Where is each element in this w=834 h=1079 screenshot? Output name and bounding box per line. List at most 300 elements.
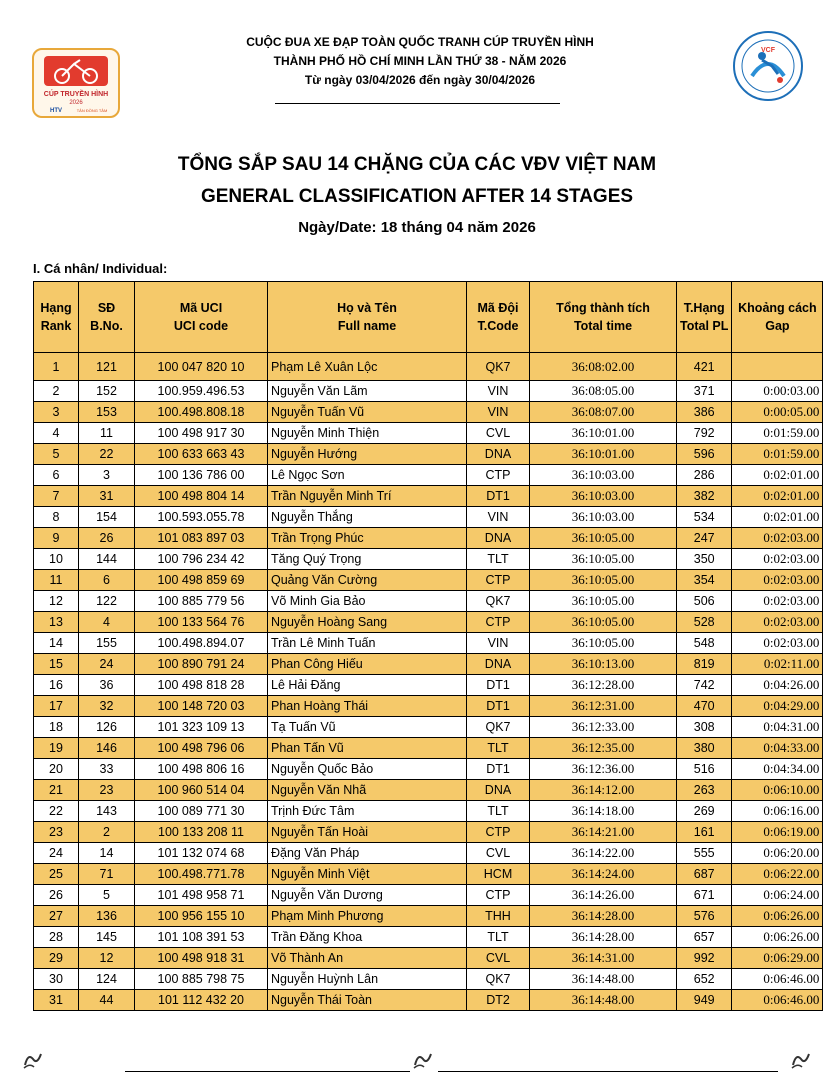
rider-name-cell: Tạ Tuấn Vũ — [268, 717, 467, 738]
rank-cell: 23 — [34, 822, 79, 843]
rider-name-cell: Nguyễn Thái Toàn — [268, 990, 467, 1011]
total-pl-cell: 386 — [677, 402, 732, 423]
gap-cell: 0:06:10.00 — [732, 780, 823, 801]
total-pl-cell: 470 — [677, 696, 732, 717]
team-code-cell: VIN — [467, 507, 530, 528]
team-code-cell: CTP — [467, 612, 530, 633]
rider-name-cell: Phan Tấn Vũ — [268, 738, 467, 759]
rider-name-cell: Nguyễn Tấn Hoài — [268, 822, 467, 843]
team-code-cell: CVL — [467, 423, 530, 444]
total-time-cell: 36:10:05.00 — [530, 591, 677, 612]
col-bib: SĐ B.No. — [79, 282, 135, 353]
total-time-cell: 36:14:21.00 — [530, 822, 677, 843]
gap-cell: 0:06:19.00 — [732, 822, 823, 843]
total-pl-cell: 161 — [677, 822, 732, 843]
gap-cell: 0:02:03.00 — [732, 612, 823, 633]
col-uci-code: Mã UCI UCI code — [135, 282, 268, 353]
table-row — [34, 444, 823, 465]
table-row — [34, 759, 823, 780]
total-time-cell: 36:10:05.00 — [530, 549, 677, 570]
total-pl-cell: 792 — [677, 423, 732, 444]
rank-cell: 21 — [34, 780, 79, 801]
footer-mark-center-icon — [412, 1049, 434, 1071]
uci-code-cell: 100.959.496.53 — [135, 381, 268, 402]
total-pl-cell: 949 — [677, 990, 732, 1011]
team-code-cell: HCM — [467, 864, 530, 885]
rider-name-cell: Nguyễn Minh Thiện — [268, 423, 467, 444]
uci-code-cell: 101 498 958 71 — [135, 885, 268, 906]
vcf-logo — [732, 30, 804, 102]
rank-cell: 3 — [34, 402, 79, 423]
team-code-cell: CTP — [467, 570, 530, 591]
rider-name-cell: Phan Công Hiếu — [268, 654, 467, 675]
total-pl-cell: 516 — [677, 759, 732, 780]
rank-cell: 12 — [34, 591, 79, 612]
bib-cell: 121 — [79, 353, 135, 381]
bib-cell: 36 — [79, 675, 135, 696]
gap-cell: 0:00:05.00 — [732, 402, 823, 423]
table-row — [34, 633, 823, 654]
team-code-cell: QK7 — [467, 969, 530, 990]
rider-name-cell: Nguyễn Hướng — [268, 444, 467, 465]
gap-cell: 0:02:03.00 — [732, 633, 823, 654]
total-time-cell: 36:14:12.00 — [530, 780, 677, 801]
gap-cell: 0:01:59.00 — [732, 444, 823, 465]
total-pl-cell: 652 — [677, 969, 732, 990]
total-time-cell: 36:14:26.00 — [530, 885, 677, 906]
total-time-cell: 36:12:31.00 — [530, 696, 677, 717]
rider-name-cell: Võ Thành An — [268, 948, 467, 969]
total-time-cell: 36:10:01.00 — [530, 423, 677, 444]
rank-cell: 7 — [34, 486, 79, 507]
col-total-time: Tổng thành tích Total time — [530, 282, 677, 353]
total-pl-cell: 354 — [677, 570, 732, 591]
uci-code-cell: 100.593.055.78 — [135, 507, 268, 528]
total-pl-cell: 671 — [677, 885, 732, 906]
bib-cell: 152 — [79, 381, 135, 402]
team-code-cell: DT1 — [467, 675, 530, 696]
table-row — [34, 486, 823, 507]
rank-cell: 26 — [34, 885, 79, 906]
total-pl-cell: 548 — [677, 633, 732, 654]
team-code-cell: DNA — [467, 654, 530, 675]
team-code-cell: QK7 — [467, 591, 530, 612]
total-time-cell: 36:14:28.00 — [530, 927, 677, 948]
total-time-cell: 36:10:03.00 — [530, 486, 677, 507]
gap-cell: 0:06:29.00 — [732, 948, 823, 969]
uci-code-cell: 100 498 917 30 — [135, 423, 268, 444]
team-code-cell: TLT — [467, 738, 530, 759]
team-code-cell: DT1 — [467, 759, 530, 780]
bib-cell: 122 — [79, 591, 135, 612]
uci-code-cell: 100 133 564 76 — [135, 612, 268, 633]
gap-cell: 0:02:03.00 — [732, 528, 823, 549]
table-row — [34, 948, 823, 969]
team-code-cell: CVL — [467, 843, 530, 864]
bib-cell: 155 — [79, 633, 135, 654]
table-row — [34, 570, 823, 591]
table-row — [34, 969, 823, 990]
table-row — [34, 353, 823, 381]
rider-name-cell: Phạm Lê Xuân Lộc — [268, 353, 467, 381]
gap-cell: 0:06:26.00 — [732, 927, 823, 948]
total-pl-cell: 596 — [677, 444, 732, 465]
total-pl-cell: 992 — [677, 948, 732, 969]
classification-table — [33, 281, 823, 1011]
uci-code-cell: 101 108 391 53 — [135, 927, 268, 948]
footer-line-left — [125, 1071, 410, 1072]
gap-cell: 0:04:34.00 — [732, 759, 823, 780]
rank-cell: 15 — [34, 654, 79, 675]
rank-cell: 28 — [34, 927, 79, 948]
table-row — [34, 696, 823, 717]
rank-cell: 16 — [34, 675, 79, 696]
total-time-cell: 36:10:05.00 — [530, 570, 677, 591]
bib-cell: 144 — [79, 549, 135, 570]
team-code-cell: QK7 — [467, 717, 530, 738]
table-row — [34, 507, 823, 528]
rider-name-cell: Tăng Quý Trọng — [268, 549, 467, 570]
event-title-line1: CUỘC ĐUA XE ĐẠP TOÀN QUỐC TRANH CÚP TRUYỀN HÌNH — [246, 35, 594, 49]
table-row — [34, 591, 823, 612]
rider-name-cell: Nguyễn Quốc Bảo — [268, 759, 467, 780]
team-code-cell: CTP — [467, 822, 530, 843]
bib-cell: 44 — [79, 990, 135, 1011]
table-row — [34, 990, 823, 1011]
team-code-cell: DT1 — [467, 486, 530, 507]
team-code-cell: TLT — [467, 801, 530, 822]
total-time-cell: 36:10:03.00 — [530, 507, 677, 528]
rider-name-cell: Nguyễn Minh Việt — [268, 864, 467, 885]
uci-code-cell: 100 498 796 06 — [135, 738, 268, 759]
uci-code-cell: 100 956 155 10 — [135, 906, 268, 927]
total-pl-cell: 350 — [677, 549, 732, 570]
team-code-cell: VIN — [467, 402, 530, 423]
team-code-cell: CVL — [467, 948, 530, 969]
bib-cell: 33 — [79, 759, 135, 780]
total-pl-cell: 819 — [677, 654, 732, 675]
total-pl-cell: 286 — [677, 465, 732, 486]
bib-cell: 136 — [79, 906, 135, 927]
team-code-cell: TLT — [467, 549, 530, 570]
bib-cell: 6 — [79, 570, 135, 591]
uci-code-cell: 101 132 074 68 — [135, 843, 268, 864]
gap-cell: 0:02:03.00 — [732, 570, 823, 591]
total-time-cell: 36:12:33.00 — [530, 717, 677, 738]
table-row — [34, 885, 823, 906]
vcf-emblem-icon — [732, 30, 804, 102]
bib-cell: 124 — [79, 969, 135, 990]
table-row — [34, 654, 823, 675]
rank-cell: 17 — [34, 696, 79, 717]
total-pl-cell: 528 — [677, 612, 732, 633]
total-time-cell: 36:10:13.00 — [530, 654, 677, 675]
total-time-cell: 36:10:03.00 — [530, 465, 677, 486]
title-english: GENERAL CLASSIFICATION AFTER 14 STAGES — [200, 186, 634, 207]
total-pl-cell: 742 — [677, 675, 732, 696]
rank-cell: 31 — [34, 990, 79, 1011]
bib-cell: 154 — [79, 507, 135, 528]
col-gap: Khoảng cách Gap — [732, 282, 823, 353]
bib-cell: 31 — [79, 486, 135, 507]
rider-name-cell: Đặng Văn Pháp — [268, 843, 467, 864]
rank-cell: 2 — [34, 381, 79, 402]
rank-cell: 5 — [34, 444, 79, 465]
table-row — [34, 906, 823, 927]
total-time-cell: 36:08:05.00 — [530, 381, 677, 402]
uci-code-cell: 100 089 771 30 — [135, 801, 268, 822]
uci-code-cell: 101 083 897 03 — [135, 528, 268, 549]
uci-code-cell: 100 047 820 10 — [135, 353, 268, 381]
event-header-text — [140, 33, 700, 90]
team-code-cell: CTP — [467, 465, 530, 486]
team-code-cell: DNA — [467, 528, 530, 549]
gap-cell: 0:06:22.00 — [732, 864, 823, 885]
total-pl-cell: 506 — [677, 591, 732, 612]
total-pl-cell: 247 — [677, 528, 732, 549]
uci-code-cell: 100 148 720 03 — [135, 696, 268, 717]
team-code-cell: QK7 — [467, 353, 530, 381]
logo-left-year: 2026 — [69, 100, 83, 106]
rank-cell: 27 — [34, 906, 79, 927]
total-time-cell: 36:14:18.00 — [530, 801, 677, 822]
total-time-cell: 36:08:07.00 — [530, 402, 677, 423]
tv-cup-logo — [32, 48, 120, 118]
rider-name-cell: Nguyễn Tuấn Vũ — [268, 402, 467, 423]
footer-mark-right-icon — [790, 1049, 812, 1071]
total-time-cell: 36:10:01.00 — [530, 444, 677, 465]
rider-name-cell: Trần Trọng Phúc — [268, 528, 467, 549]
page-header — [0, 0, 834, 114]
event-dates: Từ ngày 03/04/2026 đến ngày 30/04/2026 — [304, 73, 536, 87]
footer-line-right — [438, 1071, 778, 1072]
rank-cell: 13 — [34, 612, 79, 633]
rank-cell: 25 — [34, 864, 79, 885]
uci-code-cell: 100 498 804 14 — [135, 486, 268, 507]
rider-name-cell: Lê Hải Đăng — [268, 675, 467, 696]
total-time-cell: 36:14:22.00 — [530, 843, 677, 864]
rider-name-cell: Nguyễn Hoàng Sang — [268, 612, 467, 633]
gap-cell: 0:06:46.00 — [732, 990, 823, 1011]
gap-cell: 0:04:31.00 — [732, 717, 823, 738]
uci-code-cell: 100 136 786 00 — [135, 465, 268, 486]
rank-cell: 11 — [34, 570, 79, 591]
table-row — [34, 780, 823, 801]
total-pl-cell: 576 — [677, 906, 732, 927]
col-total-pl: T.Hạng Total PL — [677, 282, 732, 353]
rank-cell: 24 — [34, 843, 79, 864]
logo-left-sponsor-htv: HTV — [50, 108, 62, 114]
gap-cell: 0:06:46.00 — [732, 969, 823, 990]
rider-name-cell: Nguyễn Văn Nhã — [268, 780, 467, 801]
bib-cell: 11 — [79, 423, 135, 444]
uci-code-cell: 101 112 432 20 — [135, 990, 268, 1011]
document-titles — [0, 150, 834, 242]
bib-cell: 5 — [79, 885, 135, 906]
rider-name-cell: Nguyễn Văn Lãm — [268, 381, 467, 402]
rider-name-cell: Trịnh Đức Tâm — [268, 801, 467, 822]
rank-cell: 29 — [34, 948, 79, 969]
col-full-name: Họ và Tên Full name — [268, 282, 467, 353]
cyclist-logo-icon — [34, 50, 118, 116]
bib-cell: 153 — [79, 402, 135, 423]
team-code-cell: DNA — [467, 780, 530, 801]
bib-cell: 4 — [79, 612, 135, 633]
page-footer — [0, 1045, 834, 1079]
gap-cell: 0:06:26.00 — [732, 906, 823, 927]
bib-cell: 3 — [79, 465, 135, 486]
rank-cell: 1 — [34, 353, 79, 381]
gap-cell: 0:01:59.00 — [732, 423, 823, 444]
rank-cell: 8 — [34, 507, 79, 528]
uci-code-cell: 100.498.808.18 — [135, 402, 268, 423]
rider-name-cell: Trần Đăng Khoa — [268, 927, 467, 948]
uci-code-cell: 100 498 859 69 — [135, 570, 268, 591]
uci-code-cell: 100 960 514 04 — [135, 780, 268, 801]
table-row — [34, 801, 823, 822]
gap-cell: 0:00:03.00 — [732, 381, 823, 402]
total-pl-cell: 382 — [677, 486, 732, 507]
uci-code-cell: 100 498 918 31 — [135, 948, 268, 969]
title-vietnamese: TỔNG SẮP SAU 14 CHẶNG CỦA CÁC VĐV VIỆT NAM — [177, 154, 657, 175]
total-time-cell: 36:10:05.00 — [530, 528, 677, 549]
table-row — [34, 402, 823, 423]
total-pl-cell: 534 — [677, 507, 732, 528]
team-code-cell: DT1 — [467, 696, 530, 717]
uci-code-cell: 100.498.771.78 — [135, 864, 268, 885]
table-row — [34, 717, 823, 738]
bib-cell: 22 — [79, 444, 135, 465]
team-code-cell: CTP — [467, 885, 530, 906]
table-row — [34, 528, 823, 549]
rider-name-cell: Lê Ngọc Sơn — [268, 465, 467, 486]
col-rank: Hạng Rank — [34, 282, 79, 353]
total-pl-cell: 308 — [677, 717, 732, 738]
team-code-cell: THH — [467, 906, 530, 927]
classification-date: Ngày/Date: 18 tháng 04 năm 2026 — [298, 219, 536, 236]
gap-cell — [732, 353, 823, 381]
table-row — [34, 423, 823, 444]
rider-name-cell: Phạm Minh Phương — [268, 906, 467, 927]
rank-cell: 4 — [34, 423, 79, 444]
rank-cell: 9 — [34, 528, 79, 549]
team-code-cell: TLT — [467, 927, 530, 948]
rank-cell: 6 — [34, 465, 79, 486]
bib-cell: 71 — [79, 864, 135, 885]
bib-cell: 2 — [79, 822, 135, 843]
total-pl-cell: 263 — [677, 780, 732, 801]
bib-cell: 146 — [79, 738, 135, 759]
rider-name-cell: Quảng Văn Cường — [268, 570, 467, 591]
uci-code-cell: 100 498 806 16 — [135, 759, 268, 780]
total-pl-cell: 657 — [677, 927, 732, 948]
uci-code-cell: 100 885 798 75 — [135, 969, 268, 990]
logo-right-text: VCF — [761, 47, 775, 54]
total-time-cell: 36:12:36.00 — [530, 759, 677, 780]
table-row — [34, 738, 823, 759]
team-code-cell: VIN — [467, 633, 530, 654]
total-time-cell: 36:12:35.00 — [530, 738, 677, 759]
total-time-cell: 36:12:28.00 — [530, 675, 677, 696]
header-divider — [275, 103, 560, 104]
total-time-cell: 36:10:05.00 — [530, 612, 677, 633]
gap-cell: 0:02:11.00 — [732, 654, 823, 675]
total-time-cell: 36:14:48.00 — [530, 969, 677, 990]
total-time-cell: 36:14:24.00 — [530, 864, 677, 885]
rider-name-cell: Phan Hoàng Thái — [268, 696, 467, 717]
team-code-cell: VIN — [467, 381, 530, 402]
bib-cell: 145 — [79, 927, 135, 948]
rider-name-cell: Võ Minh Gia Bảo — [268, 591, 467, 612]
total-pl-cell: 687 — [677, 864, 732, 885]
rank-cell: 14 — [34, 633, 79, 654]
rank-cell: 30 — [34, 969, 79, 990]
gap-cell: 0:02:01.00 — [732, 486, 823, 507]
bib-cell: 24 — [79, 654, 135, 675]
total-pl-cell: 371 — [677, 381, 732, 402]
total-time-cell: 36:14:31.00 — [530, 948, 677, 969]
rider-name-cell: Nguyễn Thắng — [268, 507, 467, 528]
gap-cell: 0:06:24.00 — [732, 885, 823, 906]
gap-cell: 0:02:03.00 — [732, 549, 823, 570]
total-pl-cell: 555 — [677, 843, 732, 864]
gap-cell: 0:02:01.00 — [732, 507, 823, 528]
rank-cell: 20 — [34, 759, 79, 780]
section-label: I. Cá nhân/ Individual: — [33, 261, 168, 276]
rank-cell: 10 — [34, 549, 79, 570]
uci-code-cell: 100.498.894.07 — [135, 633, 268, 654]
event-title-line2: THÀNH PHỐ HỒ CHÍ MINH LẦN THỨ 38 - NĂM 2026 — [273, 54, 567, 68]
table-row — [34, 927, 823, 948]
gap-cell: 0:04:26.00 — [732, 675, 823, 696]
table-row — [34, 864, 823, 885]
gap-cell: 0:04:33.00 — [732, 738, 823, 759]
uci-code-cell: 100 885 779 56 — [135, 591, 268, 612]
table-row — [34, 612, 823, 633]
uci-code-cell: 100 890 791 24 — [135, 654, 268, 675]
total-time-cell: 36:14:48.00 — [530, 990, 677, 1011]
rank-cell: 18 — [34, 717, 79, 738]
total-time-cell: 36:10:05.00 — [530, 633, 677, 654]
table-body — [34, 353, 823, 1011]
uci-code-cell: 100 796 234 42 — [135, 549, 268, 570]
total-pl-cell: 380 — [677, 738, 732, 759]
gap-cell: 0:04:29.00 — [732, 696, 823, 717]
total-pl-cell: 421 — [677, 353, 732, 381]
rider-name-cell: Nguyễn Huỳnh Lân — [268, 969, 467, 990]
gap-cell: 0:06:16.00 — [732, 801, 823, 822]
table-row — [34, 465, 823, 486]
logo-left-sponsor-tdt: TÂN ĐỒNG TÂM — [76, 108, 108, 113]
rider-name-cell: Trần Nguyễn Minh Trí — [268, 486, 467, 507]
table-row — [34, 381, 823, 402]
uci-code-cell: 100 133 208 11 — [135, 822, 268, 843]
gap-cell: 0:02:03.00 — [732, 591, 823, 612]
total-time-cell: 36:08:02.00 — [530, 353, 677, 381]
bib-cell: 23 — [79, 780, 135, 801]
gap-cell: 0:06:20.00 — [732, 843, 823, 864]
table-header-row — [34, 282, 823, 353]
gap-cell: 0:02:01.00 — [732, 465, 823, 486]
team-code-cell: DNA — [467, 444, 530, 465]
rank-cell: 19 — [34, 738, 79, 759]
bib-cell: 26 — [79, 528, 135, 549]
rank-cell: 22 — [34, 801, 79, 822]
table-row — [34, 675, 823, 696]
table-row — [34, 843, 823, 864]
bib-cell: 126 — [79, 717, 135, 738]
footer-mark-left-icon — [22, 1049, 44, 1071]
